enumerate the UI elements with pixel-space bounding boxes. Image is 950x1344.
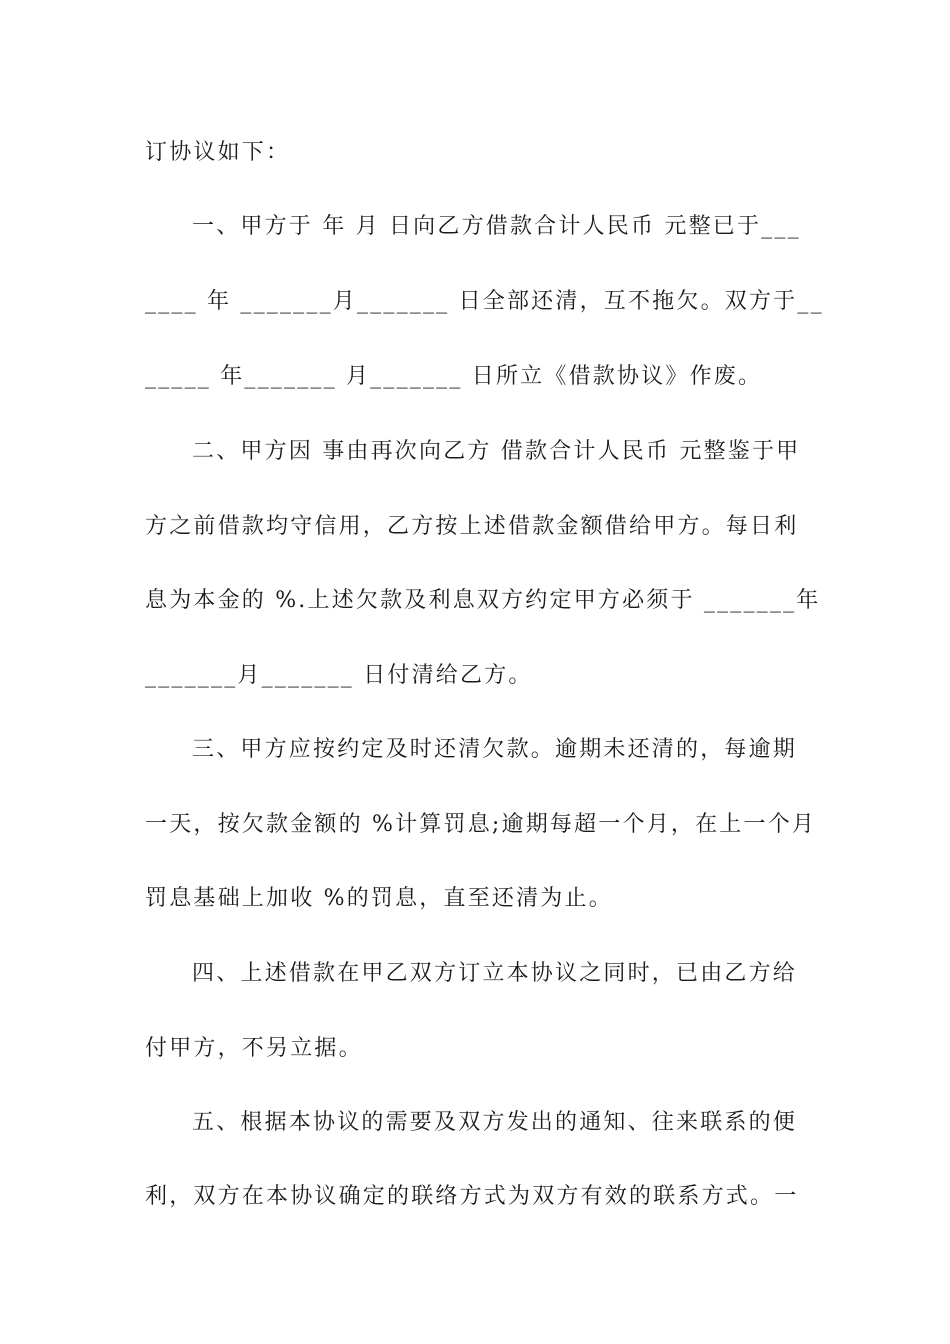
clause-2-line-1: 二、甲方因 事由再次向乙方 借款合计人民币 元整鉴于甲: [192, 439, 801, 464]
text-line-intro: 订协议如下：: [145, 140, 291, 165]
clause-4-line-1: 四、上述借款在甲乙双方订立本协议之同时，已由乙方给: [192, 961, 798, 986]
clause-5-line-2: 利，双方在本协议确定的联络方式为双方有效的联系方式。一: [145, 1184, 799, 1209]
clause-1-line-2: ____ 年 _______月_______ 日全部还清，互不拖欠。双方于__: [145, 289, 824, 314]
clause-3-line-2: 一天，按欠款金额的 %计算罚息;逾期每超一个月，在上一个月: [145, 812, 817, 837]
clause-5-line-1: 五、根据本协议的需要及双方发出的通知、往来联系的便: [192, 1110, 798, 1135]
clause-2-line-2: 方之前借款均守信用，乙方按上述借款金额借给甲方。每日利: [145, 514, 799, 539]
clause-4-line-2: 付甲方，不另立据。: [145, 1036, 363, 1061]
clause-3-line-3: 罚息基础上加收 %的罚息，直至还清为止。: [145, 886, 613, 911]
clause-3-line-1: 三、甲方应按约定及时还清欠款。逾期未还清的，每逾期: [192, 737, 798, 762]
clause-2-line-3: 息为本金的 %.上述欠款及利息双方约定甲方必须于 _______年: [145, 588, 821, 613]
clause-1-line-3: _____ 年_______ 月_______ 日所立《借款协议》作废。: [145, 364, 763, 389]
clause-1-line-1: 一、甲方于 年 月 日向乙方借款合计人民币 元整已于___: [192, 214, 801, 239]
clause-2-line-4: _______月_______ 日付清给乙方。: [145, 663, 533, 688]
